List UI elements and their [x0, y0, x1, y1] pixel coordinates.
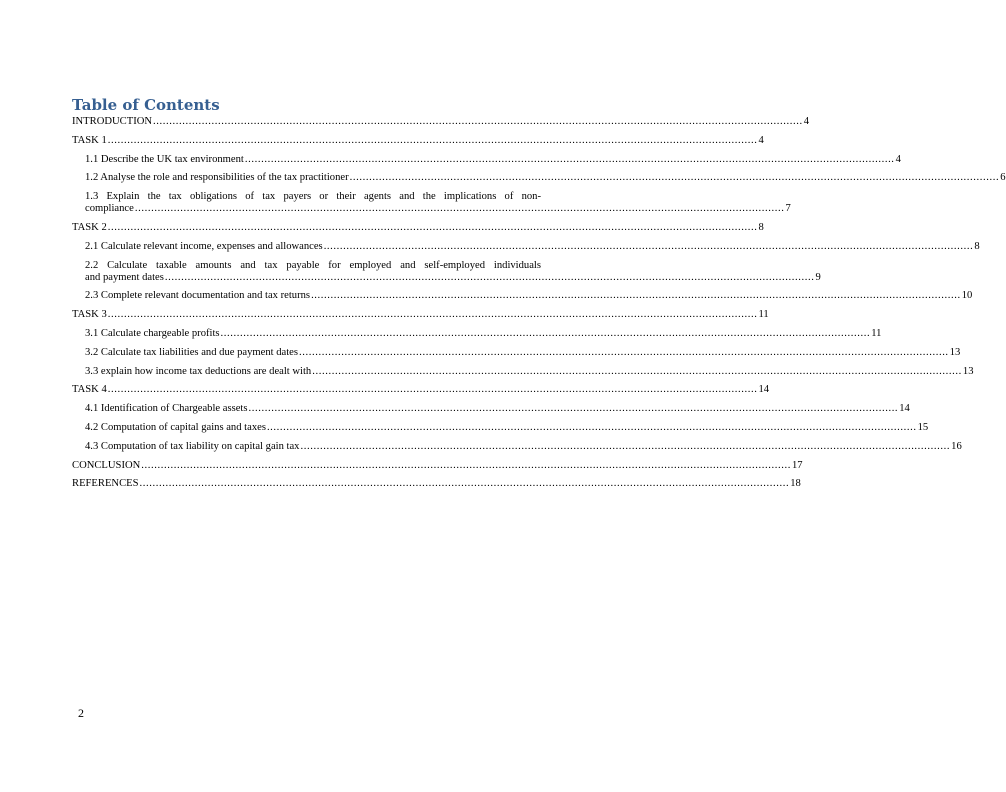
toc-entry-page: 18 [790, 478, 801, 490]
table-of-contents [72, 116, 1006, 497]
toc-entry-references[interactable] [72, 478, 801, 490]
toc-entry-page: 9 [815, 271, 821, 283]
toc-entry-page: 17 [791, 459, 803, 471]
dot-leader: ........................................................................................................................................................................................................ [248, 403, 899, 415]
dot-leader: ........................................................................................................................................................................................................ [312, 365, 962, 377]
toc-entry-page: 4 [895, 153, 901, 165]
toc-entry-task-1[interactable] [72, 134, 764, 147]
dot-leader: ........................................................................................................................................................................................................ [311, 290, 961, 302]
toc-entry-page: 16 [951, 440, 962, 452]
dot-leader: ........................................................................................................................................................................................................ [266, 421, 917, 433]
toc-entry-label: REFERENCES [72, 478, 139, 490]
toc-entry-label: 2.1 Calculate relevant income, expenses and allowances [85, 240, 323, 252]
toc-entry-page: 14 [758, 384, 770, 396]
toc-entry-2-3[interactable] [72, 290, 973, 302]
toc-entry-page: 4 [803, 116, 810, 127]
toc-entry-label: 4.3 Computation of tax liability on capital gain tax [85, 440, 300, 452]
dot-leader: ........................................................................................................................................................................................................ [300, 440, 951, 452]
dot-leader: ........................................................................................................................................................................................................ [220, 327, 871, 339]
dot-leader: ........................................................................................................................................................................................................ [107, 221, 758, 233]
toc-heading: Table of Contents [72, 96, 220, 114]
toc-entry-1-1[interactable] [72, 153, 901, 166]
toc-entry-task-4[interactable] [72, 384, 770, 396]
dot-leader: ........................................................................................................................................................................................................ [244, 153, 895, 165]
toc-entry-page: 8 [758, 221, 764, 233]
toc-entry-page: 11 [758, 309, 769, 321]
toc-entry-label: 4.1 Identification of Chargeable assets [85, 403, 248, 415]
dot-leader: ........................................................................................................................................................................................................ [134, 203, 785, 215]
dot-leader: ........................................................................................................................................................................................................ [107, 309, 758, 321]
dot-leader: ........................................................................................................................................................................................................ [107, 134, 758, 146]
toc-entry-page: 15 [917, 421, 929, 433]
toc-entry-4-3[interactable] [72, 440, 962, 453]
toc-entry-label-line1: 2.2 Calculate taxable amounts and tax payable for employed and self-employed individuals [85, 259, 541, 271]
toc-entry-3-2[interactable] [72, 346, 961, 359]
toc-entry-label: TASK 2 [72, 221, 107, 233]
dot-leader: ........................................................................................................................................................................................................ [164, 271, 815, 283]
toc-entry-page: 13 [962, 365, 974, 377]
toc-entry-page: 11 [871, 327, 882, 339]
toc-entry-page: 10 [961, 290, 973, 302]
toc-entry-label: 3.1 Calculate chargeable profits [85, 327, 220, 339]
toc-entry-introduction[interactable] [72, 116, 810, 128]
toc-entry-page: 14 [899, 403, 910, 415]
toc-entry-task-2[interactable] [72, 221, 764, 234]
toc-entry-page: 13 [949, 346, 961, 358]
page-number: 2 [78, 706, 84, 720]
toc-entry-4-1[interactable] [72, 403, 910, 415]
toc-entry-label: CONCLUSION [72, 459, 141, 471]
toc-entry-label-line2: compliance [85, 203, 134, 215]
toc-entry-label: INTRODUCTION [72, 116, 153, 127]
toc-entry-4-2[interactable] [72, 421, 929, 434]
dot-leader: ........................................................................................................................................................................................................ [299, 346, 949, 358]
toc-entry-1-3[interactable] [72, 191, 791, 215]
toc-entry-2-2[interactable] [72, 259, 821, 284]
toc-entry-3-3[interactable] [72, 365, 974, 378]
toc-entry-label: 4.2 Computation of capital gains and taxes [85, 421, 266, 433]
toc-entry-label: 3.3 explain how income tax deductions are dealt with [85, 365, 312, 377]
toc-entry-3-1[interactable] [72, 327, 882, 340]
toc-entry-label-line1: 1.3 Explain the tax obligations of tax payers or their agents and the implications of non- [85, 191, 541, 203]
toc-entry-label: 1.1 Describe the UK tax environment [85, 153, 244, 165]
toc-entry-page: 7 [785, 203, 791, 215]
toc-entry-label: 3.2 Calculate tax liabilities and due payment dates [85, 346, 298, 358]
toc-entry-label: TASK 4 [72, 384, 107, 396]
dot-leader: ........................................................................................................................................................................................................ [141, 459, 791, 471]
dot-leader: ........................................................................................................................................................................................................ [153, 116, 803, 127]
toc-entry-label: 2.3 Complete relevant documentation and tax returns [85, 290, 311, 302]
dot-leader: ........................................................................................................................................................................................................ [107, 384, 758, 396]
toc-entry-page: 4 [758, 134, 764, 146]
toc-entry-page: 8 [974, 240, 980, 252]
toc-entry-label: 1.2 Analyse the role and responsibilities of the tax practitioner [85, 172, 349, 184]
dot-leader: ........................................................................................................................................................................................................ [139, 478, 790, 490]
toc-entry-label-line2: and payment dates [85, 271, 164, 283]
dot-leader: ........................................................................................................................................................................................................ [323, 240, 974, 252]
toc-entry-label: TASK 1 [72, 134, 107, 146]
toc-entry-page: 6 [1000, 172, 1006, 184]
toc-entry-task-3[interactable] [72, 309, 769, 321]
toc-entry-2-1[interactable] [72, 240, 980, 253]
toc-entry-label: TASK 3 [72, 309, 107, 321]
toc-entry-conclusion[interactable] [72, 459, 803, 472]
dot-leader: ........................................................................................................................................................................................................ [349, 172, 1000, 184]
toc-entry-1-2[interactable] [72, 172, 1006, 184]
